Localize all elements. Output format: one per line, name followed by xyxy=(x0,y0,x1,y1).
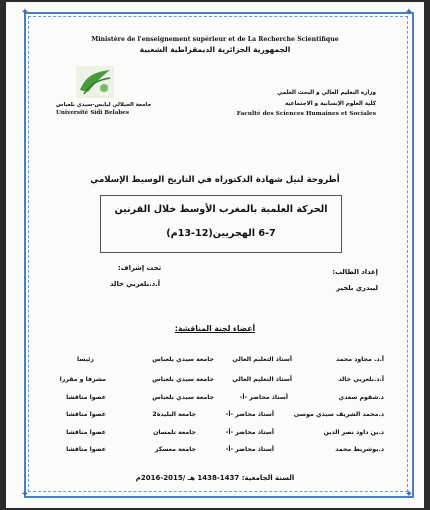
member-rank: أستاذ محاضر -أ- xyxy=(225,429,274,436)
supervisor-name: أ.د.بلعربي خالد xyxy=(110,280,161,288)
member-rank: أستاذ محاضر -أ- xyxy=(225,446,274,453)
member-rank: أستاذ التعليم العالي xyxy=(232,356,292,363)
thesis-title-line1: الحركة العلمية بالمغرب الأوسط خلال القرنين xyxy=(114,204,328,215)
university-logo xyxy=(76,66,114,98)
member-role: رئيسا xyxy=(76,356,94,363)
member-university: جامعة سيدي بلعباس xyxy=(152,394,214,401)
member-university: جامعة معسكر xyxy=(154,446,196,453)
member-name: أ.د.بلعربي خالد xyxy=(338,376,384,383)
member-rank: أستاذ التعليم العالي xyxy=(232,376,292,383)
corner-ornament: ✦ xyxy=(20,7,30,18)
academic-year: السنة الجامعية: 1437-1438 هـ /2015-2016م xyxy=(135,474,295,482)
member-role: عضوا مناقشا xyxy=(66,394,106,401)
member-role: عضوا مناقشا xyxy=(66,411,106,418)
member-rank: أستاذ محاضر -أ- xyxy=(239,394,288,401)
member-rank: أستاذ محاضر -أ- xyxy=(225,411,274,418)
corner-ornament: ✦ xyxy=(404,489,414,500)
faculty-french: Faculté des Sciences Humaines et Sociales xyxy=(236,111,376,117)
supervisor-label: تحت إشراف: xyxy=(118,264,162,272)
member-name: د.محمد الشريف سيدي موسى xyxy=(293,411,384,418)
corner-ornament: ✦ xyxy=(404,7,414,18)
member-role: مشرفا و مقررا xyxy=(59,376,106,383)
committee-heading: أعضاء لجنة المناقشة: xyxy=(174,324,256,333)
ministry-french: Ministère de l'enseignement supérieur et de La Recherche Scientifique xyxy=(91,36,339,43)
member-name: د.شقوم سعدي xyxy=(338,394,384,401)
member-university: جامعة تلمسان xyxy=(153,429,196,436)
member-role: عضوا مناقشا xyxy=(66,429,106,436)
corner-ornament: ✦ xyxy=(20,489,30,500)
thesis-title-line2: 6-7 الهجريين(12-13م) xyxy=(166,228,276,239)
faculty-arabic: كلية العلوم الإنسانية و الاجتماعية xyxy=(284,101,376,107)
university-french: Université Sidi Belabes xyxy=(56,110,129,116)
member-university: جامعة سيدي بلعباس xyxy=(152,356,214,363)
member-role: عضوا مناقشا xyxy=(66,446,106,453)
student-name: ليبدري بلخير xyxy=(336,284,378,292)
university-arabic: جامعة الجيلالي ليابس-سيدي بلعباس xyxy=(56,102,152,108)
thesis-title-box xyxy=(100,195,342,253)
member-name: أ.د. مجاود محمد xyxy=(336,356,384,363)
document-page xyxy=(6,2,424,508)
member-university: جامعة البليدة2 xyxy=(152,411,196,418)
republic-arabic: الجمهورية الجزائرية الديمقراطية الشعبية xyxy=(139,45,291,54)
thesis-subtitle: أطروحة لنيل شهادة الدكتوراه في التاريخ الوسيط الإسلامي xyxy=(90,175,340,185)
student-label: إعداد الطالب: xyxy=(332,268,378,276)
member-name: د.بوشريط محمد xyxy=(335,446,384,453)
ministry-arabic: وزارة التعليم العالي و البحث العلمي xyxy=(277,90,376,96)
member-name: د.بن داود نصر الدين xyxy=(323,429,384,436)
member-university: جامعة سيدي بلعباس xyxy=(152,376,214,383)
